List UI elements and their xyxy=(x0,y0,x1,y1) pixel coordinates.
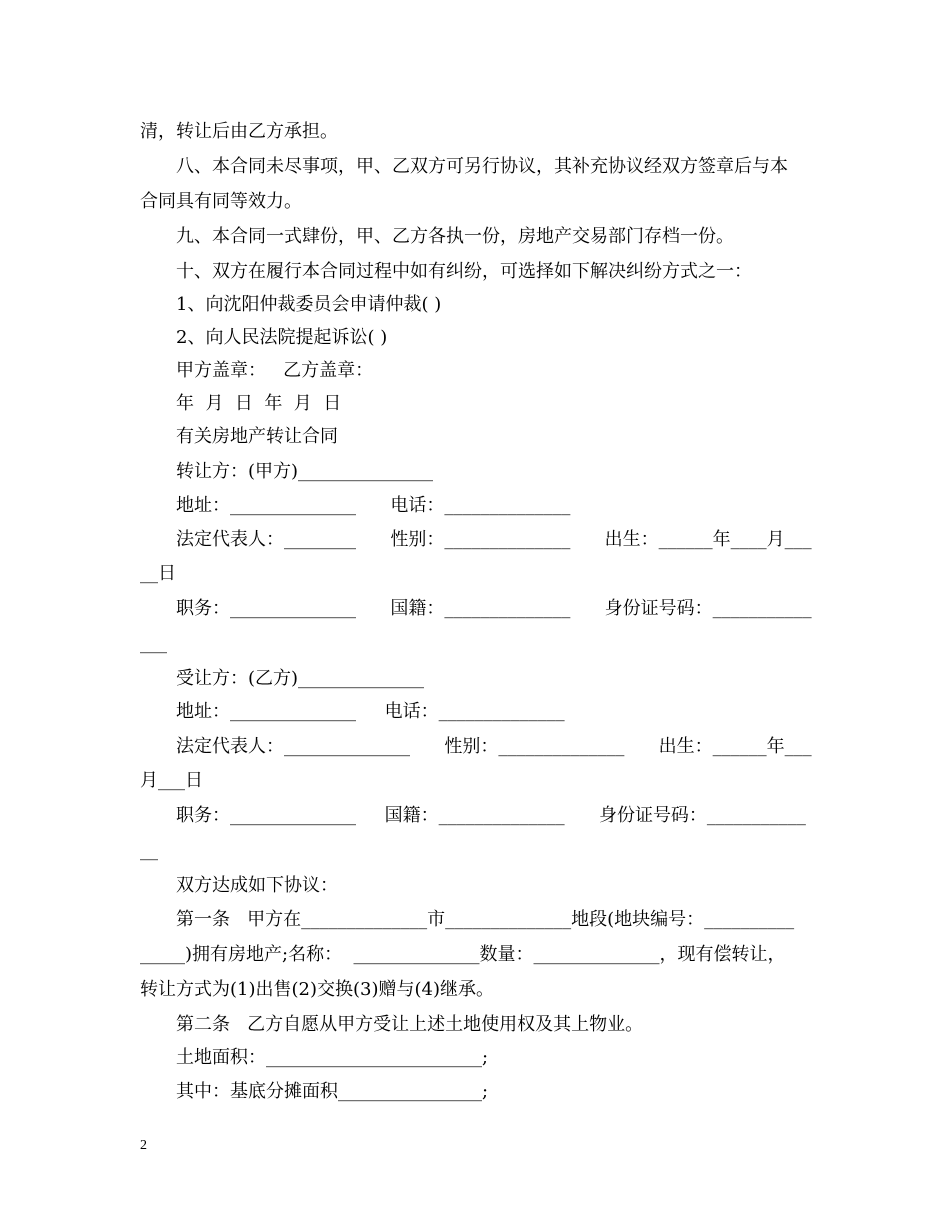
text-line: 转让方：(甲方)_______________ xyxy=(176,461,434,482)
text-line: 地址：______________ 电话：______________ xyxy=(176,701,565,722)
text-line: 九、本合同一式肆份，甲、乙方各执一份，房地产交易部门存档一份。 xyxy=(176,226,734,247)
text-line: 地址：______________ 电话：______________ xyxy=(176,495,571,516)
text-line: 受让方：(乙方)______________ xyxy=(176,668,425,689)
text-line: 第一条 甲方在______________市______________地段(地块编号：__________ xyxy=(176,909,795,930)
text-line: 合同具有同等效力。 xyxy=(140,191,302,212)
text-line: 职务：______________ 国籍：______________ 身份证号码：___________ xyxy=(176,805,806,826)
text-line: 甲方盖章： 乙方盖章： xyxy=(176,360,374,381)
text-line: 土地面积：________________________; xyxy=(176,1047,489,1068)
text-line: 法定代表人：________ 性别：______________ 出生：______年____月___ xyxy=(176,529,812,550)
text-line: 转让方式为(1)出售(2)交换(3)赠与(4)继承。 xyxy=(140,979,494,1000)
text-line: 第二条 乙方自愿从甲方受让上述土地使用权及其上物业。 xyxy=(176,1014,644,1035)
text-line: 职务：______________ 国籍：______________ 身份证号码：___________ xyxy=(176,598,812,619)
text-line: 其中：基底分摊面积________________; xyxy=(176,1081,489,1102)
text-line: 八、本合同未尽事项，甲、乙双方可另行协议，其补充协议经双方签章后与本 xyxy=(176,156,788,177)
text-line: 2、向人民法院提起诉讼( ) xyxy=(176,327,388,348)
text-line: __ xyxy=(140,840,158,861)
text-line: _____)拥有房地产;名称： ______________数量：______________，现有偿转让， xyxy=(140,944,786,965)
section-title: 有关房地产转让合同 xyxy=(176,426,338,447)
text-line: 双方达成如下协议： xyxy=(176,875,338,896)
text-line: 法定代表人：______________ 性别：______________ 出生：______年___ xyxy=(176,736,812,757)
text-line: ___ xyxy=(140,633,167,654)
text-line: 年 月 日 年 月 日 xyxy=(176,393,342,414)
page-number: 2 xyxy=(140,1138,147,1153)
text-line: 1、向沈阳仲裁委员会申请仲裁( ) xyxy=(176,294,442,315)
text-line: 清，转让后由乙方承担。 xyxy=(140,121,338,142)
text-line: 月___日 xyxy=(140,770,203,791)
text-line: __日 xyxy=(140,563,176,584)
text-line: 十、双方在履行本合同过程中如有纠纷，可选择如下解决纠纷方式之一： xyxy=(176,261,752,282)
